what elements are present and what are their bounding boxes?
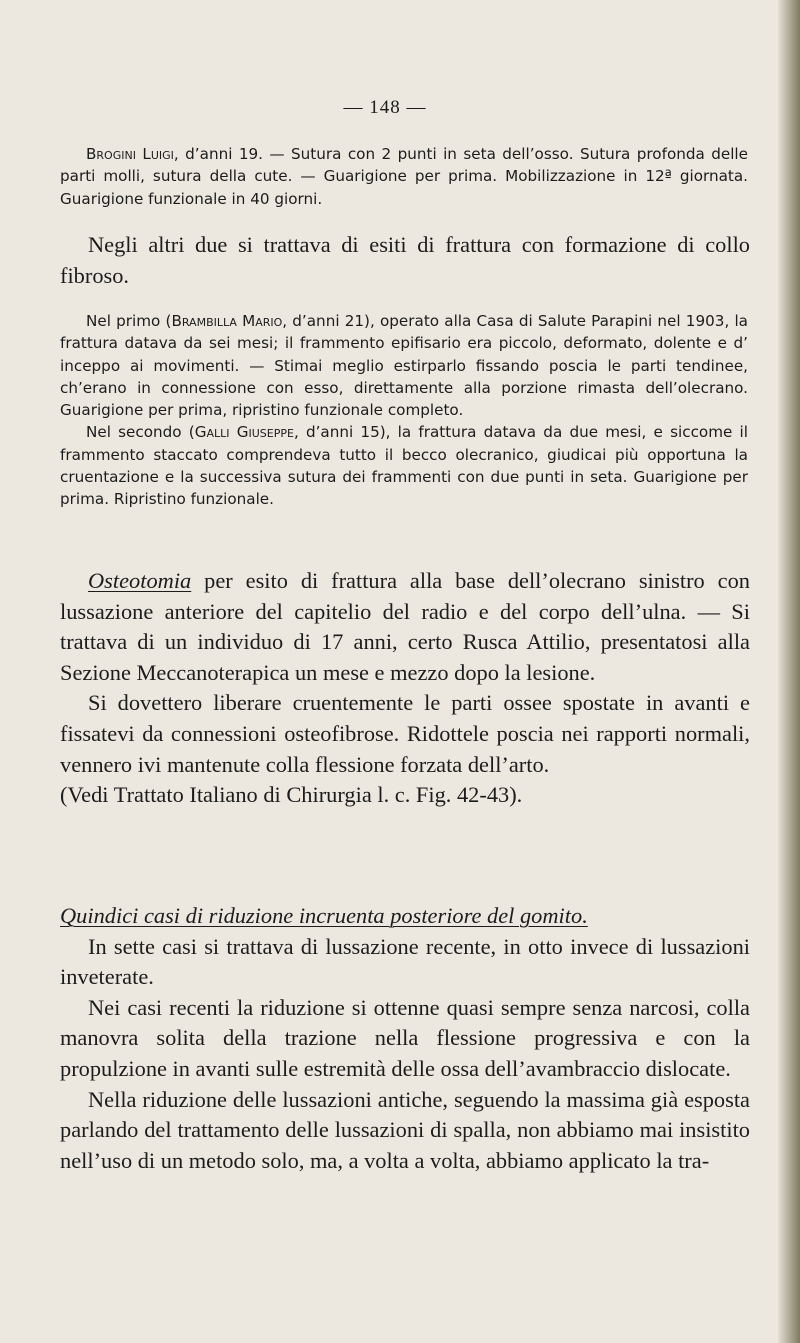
osteotomia-text-1: per esito di frattura alla base dell’olecrano sinistro con lussazione anteriore del capitelio del radio e del corpo dell’ulna. — Si trattava di un individuo di 17 anni, certo Rusca Attilio, presentatosi alla Sezione Meccanoterapica un mese e mezzo dopo la lesione. bbox=[60, 568, 750, 685]
riduzione-block bbox=[60, 901, 750, 1176]
case-brogini-text: , d’anni 19. — Sutura con 2 punti in seta dell’osso. Sutura profonda delle parti molli, sutura della cute. — Guarigione per prima. Mobilizzazione in 12ª giornata. Guarigione funzionale in 40 giorni. bbox=[60, 145, 748, 208]
osteotomia-block bbox=[60, 566, 750, 811]
riduzione-paragraph-2: Nei casi recenti la riduzione si ottenne quasi sempre senza narcosi, colla manovra solita della trazione nella flessione progressiva e con la propulzione in avanti sulle estremità delle ossa dell’avambraccio dislocate. bbox=[60, 994, 750, 1081]
case-brambilla-prefix: Nel primo ( bbox=[86, 312, 172, 330]
page-edge-shadow bbox=[778, 0, 800, 1343]
intro-collo-fibroso: Negli altri due si trattava di esiti di frattura con formazione di collo fibroso. bbox=[60, 232, 750, 288]
page-number: — 148 — bbox=[343, 97, 427, 118]
case-brogini-block bbox=[60, 143, 748, 210]
patient-name-galli: Galli Giuseppe bbox=[194, 423, 294, 442]
case-brogini-paragraph bbox=[60, 143, 748, 210]
osteotomia-paragraph bbox=[60, 566, 750, 688]
patient-name-brambilla: Brambilla Mario bbox=[171, 312, 283, 330]
case-brambilla-paragraph bbox=[60, 310, 748, 421]
case-galli-text: , d’anni 15), la frattura datava da due mesi, e siccome il frammento staccato comprendeva tutto il becco olecranico, giudicai più opportuna la cruentazione e la successiva sutura dei frammenti con due punti in seta. Guarigione per prima. Ripristino funzionale. bbox=[60, 423, 748, 509]
case-brambilla-text: , d’anni 21), operato alla Casa di Salute Parapini nel 1903, la frattura datava da sei mesi; il frammento epifisario era piccolo, deformato, dolente e d’ inceppo ai movimenti. — Stimai meglio estirparlo fissando poscia le parti tendinee, ch’erano in connessione con esso, direttamente alla porzione rimasta dell’olecrano. Guarigione per prima, ripristino funzionale completo. bbox=[60, 312, 748, 420]
case-galli-paragraph bbox=[60, 421, 748, 510]
riduzione-title: Quindici casi di riduzione incruenta posteriore del gomito. bbox=[60, 903, 588, 928]
case-galli-prefix: Nel secondo ( bbox=[86, 423, 195, 442]
patient-name-brogini: Brogini Luigi bbox=[86, 145, 174, 163]
osteotomia-paragraph-2: Si dovettero liberare cruentemente le parti ossee spostate in avanti e fissatevi da connessioni osteofibrose. Ridottele poscia nei rapporti normali, vennero ivi mantenute colla flessione forzata dell’arto. bbox=[60, 690, 750, 777]
intro-block bbox=[60, 230, 750, 291]
osteotomia-reference: (Vedi Trattato Italiano di Chirurgia l. c. Fig. 42-43). bbox=[60, 782, 523, 808]
riduzione-paragraph-1: In sette casi si trattava di lussazione recente, in otto invece di lussazioni inveterate. bbox=[60, 933, 750, 990]
osteotomia-title: Osteotomia bbox=[88, 568, 192, 593]
riduzione-paragraph-3: Nella riduzione delle lussazioni antiche, seguendo la massima già esposta parlando del trattamento delle lussazioni di spalla, non abbiamo mai insistito nell’uso di un metodo solo, ma, a volta a volta, abbiamo applicato la tra- bbox=[60, 1086, 750, 1173]
cases-fibroso-block bbox=[60, 310, 748, 511]
